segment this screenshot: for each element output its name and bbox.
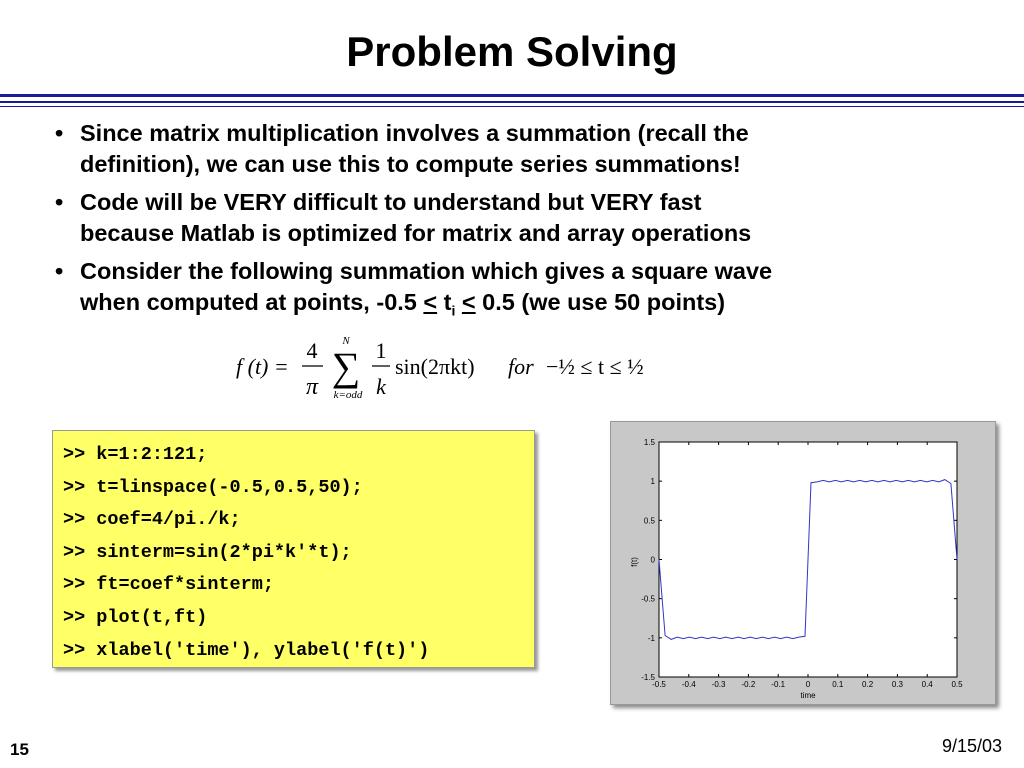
y-tick-label: 0.5 (643, 516, 655, 526)
code-line: >> sinterm=sin(2*pi*k'*t); (63, 541, 352, 563)
t-symbol: t (437, 289, 452, 315)
bullet-text-line: when computed at points, -0.5 (80, 289, 424, 315)
bullet-text-line: because Matlab is optimized for matrix and array operations (80, 220, 752, 246)
code-line: >> ft=coef*sinterm; (63, 574, 274, 596)
matlab-figure (610, 421, 996, 705)
x-tick-label: 0.5 (951, 680, 963, 689)
bullet-dot-icon: • (55, 120, 64, 146)
matlab-code-box (52, 430, 535, 668)
y-tick-label: -1 (647, 633, 655, 643)
formula-frac2-den: k (376, 374, 386, 399)
formula-lhs: f (t) = (236, 354, 289, 379)
formula-frac1-num: 4 (306, 338, 318, 363)
code-line: >> coef=4/pi./k; (63, 509, 241, 531)
slide-title: Problem Solving (346, 28, 678, 75)
x-tick-label: 0.1 (832, 680, 844, 689)
bullet-text-line: 0.5 (we use 50 points) (475, 289, 726, 315)
bullet-text-line: definition), we can use this to compute series summations! (80, 151, 741, 177)
y-tick-label: -1.5 (641, 673, 655, 682)
x-tick-label: -0.4 (681, 680, 696, 689)
formula-frac2-num: 1 (375, 338, 387, 363)
y-axis-label: f(t) (630, 557, 639, 567)
x-tick-label: -0.5 (652, 680, 666, 689)
bullet-text-line: Consider the following summation which gives a square wave (80, 258, 773, 284)
y-tick-label: -0.5 (641, 594, 655, 604)
x-tick-label: 0.3 (891, 680, 903, 689)
y-tick-label: 1.5 (643, 438, 655, 447)
sigma-icon: ∑ (331, 344, 361, 389)
formula-sum-lower: k=odd (333, 389, 363, 401)
title-rule-thick (0, 94, 1024, 97)
bullet-list (55, 118, 955, 334)
y-tick-label: 1 (650, 477, 655, 487)
bullet-item (55, 118, 955, 180)
slide-number: 15 (10, 740, 29, 759)
x-tick-label: -0.2 (741, 680, 756, 689)
formula-frac1-den: π (305, 374, 319, 400)
slide-date: 9/15/03 (942, 736, 1003, 756)
formula-for: for (508, 354, 534, 379)
x-tick-label: 0 (805, 680, 811, 689)
bullet-item (55, 187, 955, 249)
square-wave-formula (236, 334, 696, 404)
bullet-dot-icon: • (55, 258, 64, 284)
bullet-text-line: Code will be VERY difficult to understand but VERY fast (80, 189, 702, 215)
bullet-dot-icon: • (55, 189, 64, 215)
x-tick-label: 0.2 (862, 680, 874, 689)
t-subscript: i (451, 302, 456, 319)
code-line: >> plot(t,ft) (63, 606, 208, 628)
code-line: >> k=1:2:121; (63, 444, 208, 465)
code-line: >> t=linspace(-0.5,0.5,50); (63, 476, 363, 498)
le-symbol: < (423, 289, 438, 315)
bullet-item (55, 256, 955, 327)
le-symbol: < (461, 289, 476, 315)
formula-sum-upper: N (342, 335, 350, 347)
formula-range: −½ ≤ t ≤ ½ (546, 354, 644, 379)
title-rule-medium (0, 101, 1024, 103)
y-tick-label: 0 (650, 555, 655, 565)
bullet-text-line: Since matrix multiplication involves a summation (recall the (80, 120, 749, 146)
x-tick-label: -0.1 (771, 680, 786, 689)
x-tick-label: -0.3 (711, 680, 726, 689)
square-wave-plot (611, 422, 995, 704)
code-line: >> xlabel('time'), ylabel('f(t)') (63, 639, 430, 661)
title-rule-thin (0, 106, 1024, 107)
x-tick-label: 0.4 (921, 680, 933, 689)
x-axis-label: time (800, 691, 816, 700)
formula-body: sin(2πkt) (395, 354, 475, 379)
